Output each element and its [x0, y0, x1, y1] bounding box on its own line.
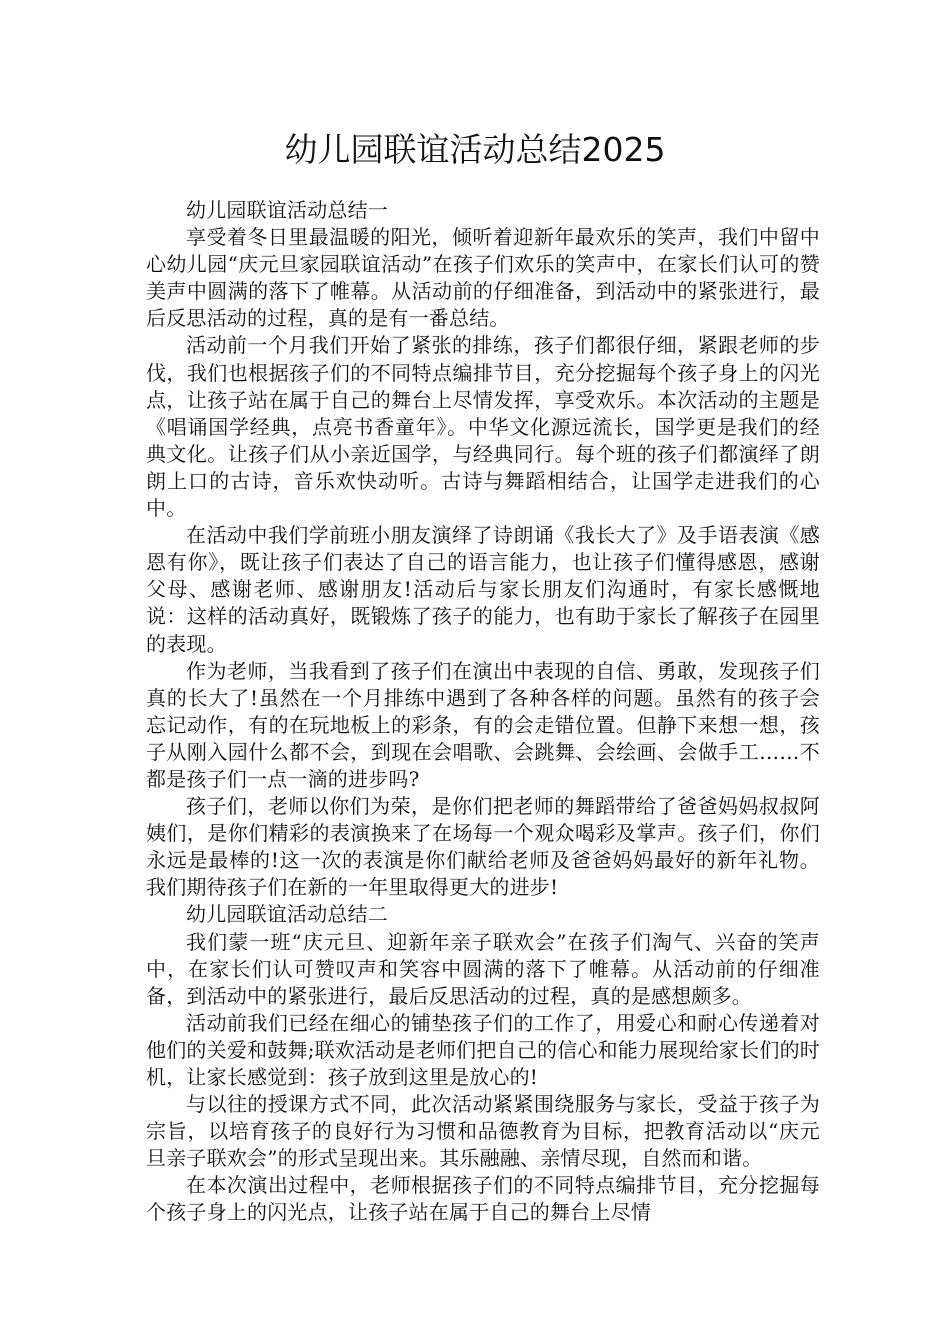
document-title: 幼儿园联谊活动总结2025 — [284, 130, 666, 169]
section-heading-one: 幼儿园联谊活动总结一 — [186, 198, 388, 222]
section-heading-two: 幼儿园联谊活动总结二 — [186, 902, 388, 927]
paragraph: 与以往的授课方式不同，此次活动紧紧围绕服务与家长，受益于孩子为宗旨，以培育孩子的良好行为习惯和品德教育为目标，把教育活动以“庆元旦亲子联欢会”的形式呈现出来。其乐融融、亲情尽现，自然而和谐。 — [146, 1092, 820, 1171]
paragraph: 我们蒙一班“庆元旦、迎新年亲子联欢会”在孩子们淘气、兴奋的笑声中，在家长们认可赞叹声和笑容中圆满的落下了帷幕。从活动前的仔细准备，到活动中的紧张进行，最后反思活动的过程，真的是感想颇多。 — [146, 929, 820, 1008]
paragraph: 作为老师，当我看到了孩子们在演出中表现的自信、勇敢，发现孩子们真的长大了!虽然在一个月排练中遇到了各种各样的问题。虽然有的孩子会忘记动作，有的在玩地板上的彩条，有的会走错位置。但静下来想一想，孩子从刚入园什么都不会，到现在会唱歌、会跳舞、会绘画、会做手工……不都是孩子们一点一滴的进步吗? — [146, 658, 820, 791]
paragraph: 活动前我们已经在细心的铺垫孩子们的工作了，用爱心和耐心传递着对他们的关爱和鼓舞;联欢活动是老师们把自己的信心和能力展现给家长们的时机，让家长感觉到：孩子放到这里是放心的! — [146, 1010, 820, 1089]
paragraph: 在活动中我们学前班小朋友演绎了诗朗诵《我长大了》及手语表演《感恩有你》，既让孩子们表达了自己的语言能力，也让孩子们懂得感恩，感谢父母、感谢老师、感谢朋友!活动后与家长朋友们沟通时，有家长感慨地说：这样的活动真好，既锻炼了孩子的能力，也有助于家长了解孩子在园里的表现。 — [146, 523, 820, 656]
paragraph: 在本次演出过程中，老师根据孩子们的不同特点编排节目，充分挖掘每个孩子身上的闪光点，让孩子站在属于自己的舞台上尽情 — [146, 1173, 820, 1225]
paragraph: 享受着冬日里最温暖的阳光，倾听着迎新年最欢乐的笑声，我们中留中心幼儿园“庆元旦家园联谊活动”在孩子们欢乐的笑声中，在家长们认可的赞美声中圆满的落下了帷幕。从活动前的仔细准备，到活动中的紧张进行，最后反思活动的过程，真的是有一番总结。 — [146, 225, 820, 331]
paragraph: 活动前一个月我们开始了紧张的排练，孩子们都很仔细，紧跟老师的步伐，我们也根据孩子们的不同特点编排节目，充分挖掘每个孩子身上的闪光点，让孩子站在属于自己的舞台上尽情发挥，享受欢乐。本次活动的主题是《唱诵国学经典，点亮书香童年》。中华文化源远流长，国学更是我们的经典文化。让孩子们从小亲近国学，与经典同行。每个班的孩子们都演绎了朗朗上口的古诗，音乐欢快动听。古诗与舞蹈相结合，让国学走进我们的心中。 — [146, 333, 820, 521]
paragraph: 孩子们，老师以你们为荣，是你们把老师的舞蹈带给了爸爸妈妈叔叔阿姨们，是你们精彩的表演换来了在场每一个观众喝彩及掌声。孩子们，你们永远是最棒的!这一次的表演是你们献给老师及爸爸妈妈最好的新年礼物。我们期待孩子们在新的一年里取得更大的进步! — [146, 794, 820, 900]
document-body — [146, 197, 820, 1227]
